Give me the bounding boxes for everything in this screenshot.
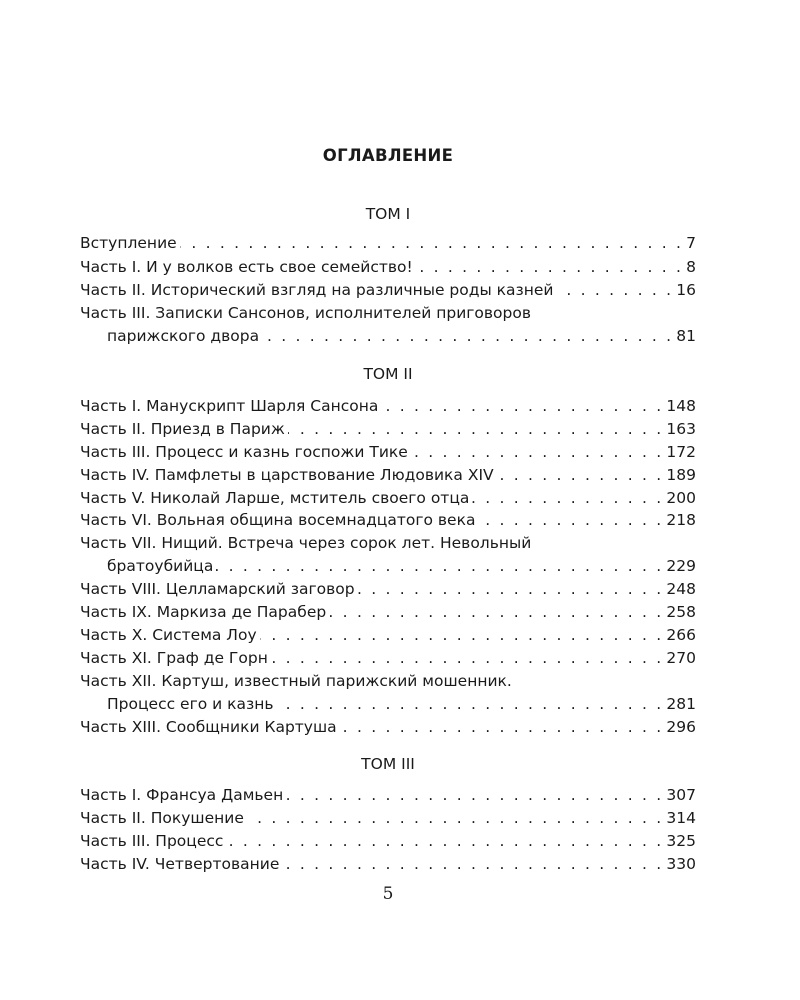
- leader-dots: [271, 647, 664, 669]
- entry-page: 218: [666, 511, 696, 529]
- leader-dots: [416, 256, 683, 278]
- toc-entry[interactable]: [80, 279, 696, 301]
- entry-title: Часть V. Николай Ларше, мститель своего отца: [80, 489, 470, 507]
- entry-page: 307: [666, 786, 696, 804]
- entry-title: Часть IV. Памфлеты в царствование Людовика XIV: [80, 466, 494, 484]
- entry-title: Вступление: [80, 234, 177, 252]
- entry-title: Часть I. Франсуа Дамьен: [80, 786, 284, 804]
- entry-title: Часть IX. Маркиза де Парабер: [80, 603, 327, 621]
- leader-dots: [216, 555, 663, 577]
- leader-dots: [329, 601, 663, 623]
- volume-heading-2: ТОМ II: [363, 365, 413, 383]
- leader-dots: [247, 807, 664, 829]
- entry-title: парижского двора: [107, 327, 260, 345]
- toc-entry[interactable]: [80, 647, 696, 669]
- entry-page: 281: [666, 695, 696, 713]
- entry-title: Часть XIII. Сообщники Картуша: [80, 718, 337, 736]
- entry-page: 229: [666, 557, 696, 575]
- leader-dots: [411, 441, 664, 463]
- leader-dots: [286, 784, 663, 806]
- entry-page: 8: [686, 258, 696, 276]
- entry-title: Процесс его и казнь: [107, 695, 274, 713]
- leader-dots: [340, 716, 664, 738]
- entry-title: Часть II. Исторический взгляд на различные роды казней: [80, 281, 554, 299]
- entry-page: 172: [666, 443, 696, 461]
- toc-entry[interactable]: [107, 325, 696, 347]
- entry-page: 81: [676, 327, 696, 345]
- entry-title-line1[interactable]: Часть XII. Картуш, известный парижский мошенник.: [80, 672, 512, 690]
- entry-title-line1[interactable]: Часть III. Записки Сансонов, исполнителей приговоров: [80, 304, 531, 322]
- leader-dots: [262, 325, 673, 347]
- entry-title: Часть II. Покушение: [80, 809, 244, 827]
- toc-entry[interactable]: [80, 509, 696, 531]
- toc-entry[interactable]: [80, 578, 696, 600]
- entry-page: 7: [686, 234, 696, 252]
- leader-dots: [282, 853, 663, 875]
- toc-entry[interactable]: [80, 395, 696, 417]
- entry-title: Часть IV. Четвертование: [80, 855, 280, 873]
- entry-title: Часть VI. Вольная община восемнадцатого века: [80, 511, 476, 529]
- page-number: 5: [382, 884, 394, 904]
- page-title: ОГЛАВЛЕНИЕ: [322, 146, 454, 165]
- toc-entry[interactable]: [80, 464, 696, 486]
- toc-entry[interactable]: [80, 830, 696, 852]
- leader-dots: [277, 693, 664, 715]
- leader-dots: [226, 830, 663, 852]
- entry-page: 16: [676, 281, 696, 299]
- leader-dots: [358, 578, 664, 600]
- toc-entry[interactable]: [80, 256, 696, 278]
- leader-dots: [497, 464, 664, 486]
- entry-title: Часть III. Процесс: [80, 832, 224, 850]
- entry-title: Часть III. Процесс и казнь госпожи Тике: [80, 443, 408, 461]
- entry-title: Часть I. Манускрипт Шарля Сансона: [80, 397, 379, 415]
- entry-page: 296: [666, 718, 696, 736]
- entry-page: 148: [666, 397, 696, 415]
- leader-dots: [260, 624, 664, 646]
- toc-entry[interactable]: [80, 716, 696, 738]
- toc-entry[interactable]: [80, 853, 696, 875]
- entry-title: Часть XI. Граф де Горн: [80, 649, 268, 667]
- leader-dots: [472, 487, 663, 509]
- toc-entry[interactable]: [80, 418, 696, 440]
- toc-entry[interactable]: [80, 807, 696, 829]
- toc-entry[interactable]: [80, 601, 696, 623]
- entry-page: 325: [666, 832, 696, 850]
- toc-entry[interactable]: [107, 555, 696, 577]
- volume-heading-3: ТОМ III: [361, 755, 415, 773]
- leader-dots: [180, 232, 683, 254]
- entry-page: 330: [666, 855, 696, 873]
- entry-page: 248: [666, 580, 696, 598]
- leader-dots: [478, 509, 663, 531]
- entry-title: Часть X. Система Лоу: [80, 626, 257, 644]
- entry-title: братоубийца: [107, 557, 214, 575]
- entry-page: 314: [666, 809, 696, 827]
- toc-entry[interactable]: [80, 784, 696, 806]
- toc-entry[interactable]: [107, 693, 696, 715]
- toc-entry[interactable]: [80, 487, 696, 509]
- volume-heading-1: ТОМ I: [365, 205, 411, 223]
- entry-page: 163: [666, 420, 696, 438]
- toc-entry[interactable]: [80, 232, 696, 254]
- leader-dots: [381, 395, 663, 417]
- toc-page: [80, 0, 696, 1000]
- entry-title: Часть VIII. Целламарский заговор: [80, 580, 355, 598]
- toc-entry[interactable]: [80, 624, 696, 646]
- entry-page: 200: [666, 489, 696, 507]
- entry-title: Часть I. И у волков есть свое семейство!: [80, 258, 413, 276]
- leader-dots: [556, 279, 673, 301]
- entry-title-line1[interactable]: Часть VII. Нищий. Встреча через сорок лет. Невольный: [80, 534, 532, 552]
- leader-dots: [288, 418, 664, 440]
- entry-page: 266: [666, 626, 696, 644]
- entry-page: 270: [666, 649, 696, 667]
- entry-page: 189: [666, 466, 696, 484]
- entry-title: Часть II. Приезд в Париж: [80, 420, 285, 438]
- entry-page: 258: [666, 603, 696, 621]
- toc-entry[interactable]: [80, 441, 696, 463]
